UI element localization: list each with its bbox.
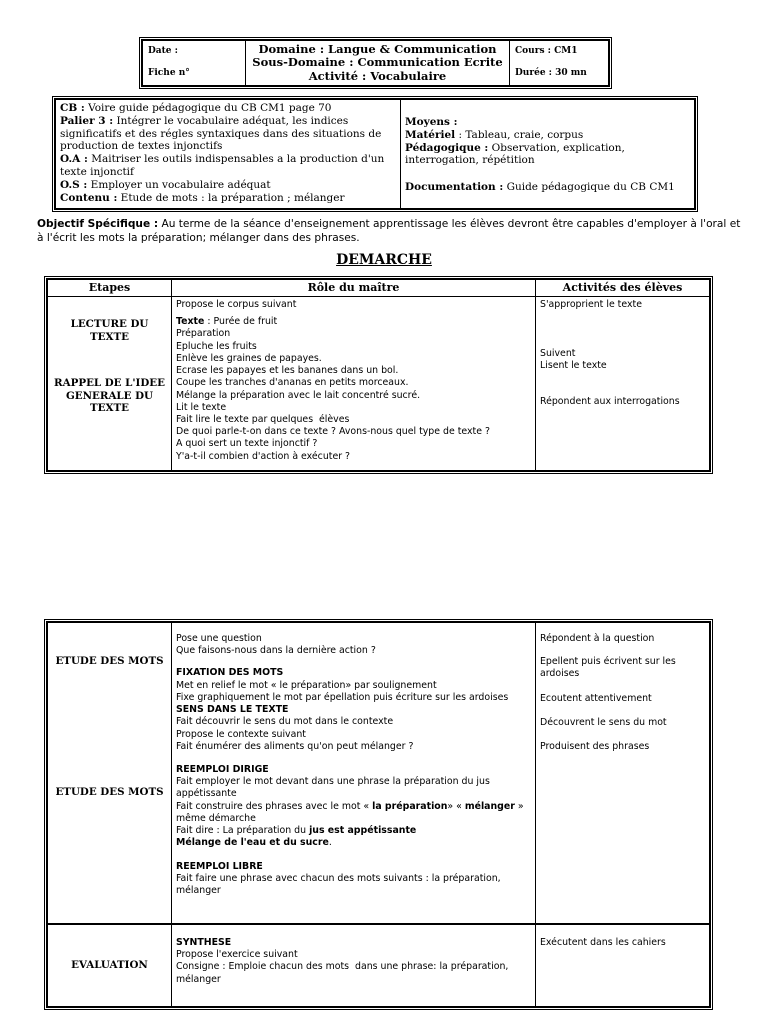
activity-item: S'approprient le texte [540,299,642,310]
demarche-table-2 [44,619,713,924]
oa-label: O.A : [60,153,88,166]
activity-item: Répondent à la question [540,633,655,644]
info-table [55,99,695,209]
table-header-row [48,280,710,297]
cb-text: Voire guide pédagogique du CB CM1 page 70 [84,102,332,114]
activity-item: Produisent des phrases [540,741,650,753]
materiel-text: : Tableau, craie, corpus [455,128,584,141]
dirige-part: » « [447,800,465,812]
activite: Activité : Vocabulaire [308,68,447,83]
fixation-text: Met en relief le mot « le préparation» par soulignement Fixe graphiquement le mot par épellation puis écriture sur les ardoises [176,679,509,703]
activity-cell [536,297,710,471]
table-row [48,623,710,924]
dirige-part: . [328,837,332,849]
spacer [52,344,167,377]
fixation-title: FIXATION DES MOTS [176,667,284,679]
objectif-text: Au terme de la séance d'enseignement apprentissage les élèves devront être capables d'employer à l'oral et à l'écrit les mots la préparation; mélanger dans des phrases. [37,218,741,244]
role-cell [172,623,536,924]
oa-text: Maitriser les outils indispensables a la production d'un texte injonctif [60,153,385,178]
os-line [60,179,396,192]
texte-line [176,316,531,328]
texte-title: : Purée de fruit [204,316,278,328]
demarche-table [47,924,710,1007]
dirige-part: Fait employer le mot devant dans une phrase la préparation du jus appétissante Fait construire des phrases avec le mot « [176,776,490,812]
stage-cell [48,297,172,471]
activity-cell [536,925,710,1007]
objectif-label: Objectif Spécifique : [37,218,159,230]
dirige-text [176,776,531,837]
dirige-bold: la préparation [372,800,448,812]
sens-text: Fait découvrir le sens du mot dans le contexte Propose le contexte suivant Fait énumérer des aliments qu'on peut mélanger ? [176,716,414,752]
header-etapes: Etapes [48,280,172,297]
header-box [139,37,612,89]
dirige-bold: Mélange de l'eau et du sucre [176,837,329,849]
duree: Durée : 30 mn [515,68,587,78]
objectif-specifique [37,218,747,246]
role-intro: Pose une question Que faisons-nous dans la dernière action ? [176,633,376,657]
table-row [48,925,710,1007]
cours: Cours : CM1 [515,46,578,57]
sous-domaine: Sous-Domaine : Communication Ecrite [252,55,503,70]
demarche-table-1 [44,276,713,474]
activity-item: Ecoutent attentivement [540,692,652,704]
synthese-text: Propose l'exercice suivant Consigne : Emploie chacun des mots dans une phrase: la préparation, mélanger [176,949,509,985]
dirige-part: » même démarche Fait dire : La préparation du [176,800,524,837]
role-line: Propose le corpus suivant [176,299,297,310]
palier-line [60,115,396,153]
pedagogique-text: Observation, explication, interrogation, répétition [405,141,625,167]
spacer [52,668,167,786]
header-center-cell [246,41,510,86]
cb-line [60,102,396,115]
activity-item: Découvrent le sens du mot [540,716,667,728]
table-row [48,297,710,471]
moyens-label: Moyens : [405,116,458,128]
synthese-title: SYNTHESE [176,937,232,948]
role-cell [172,925,536,1007]
documentation-label: Documentation : [405,181,504,194]
info-left-cell [56,100,401,209]
activity-cell [536,623,710,924]
role-text: Préparation Epluche les fruits Enlève les graines de papayes. Ecrase les papayes et les bananes dans un bol. Coupe les tranches d'ananas en petits morceaux. Mélange la préparation avec le lait concentré sucré. Lit le texte Fait lire le texte par quelques élèves De quoi parle-t-on dans ce texte ? Avons-nous quel type de texte ? A quoi sert un texte injonctif ? Y'a-t-il combien d'action à exécuter ? [176,328,490,462]
header-activites: Activités des élèves [536,280,710,297]
demarche-table [47,279,710,471]
spacer [405,167,690,181]
palier-label: Palier 3 : [60,114,114,127]
info-right-cell [401,100,695,209]
documentation-text: Guide pédagogique du CB CM1 [503,181,675,194]
dirige-title: REEMPLOI DIRIGE [176,763,269,775]
activity-item: Epellent puis écrivent sur les ardoises [540,656,679,680]
fiche-label: Fiche n° [148,68,190,78]
header-table [142,40,609,86]
stage-cell [48,925,172,1007]
header-left-cell [143,41,246,86]
materiel-line [405,129,690,142]
stage-rappel: RAPPEL DE L'IDEE GENERALE DU TEXTE [54,376,165,415]
spacer [52,299,167,318]
demarche-title: DEMARCHE [336,252,432,268]
libre-title: REEMPLOI LIBRE [176,860,263,872]
dirige-last-line [176,837,531,849]
materiel-label: Matériel [405,128,456,141]
pedagogique-line [405,142,690,168]
palier-text: Intégrer le vocabulaire adéquat, les indices significatifs et des régles syntaxiques dans des situations de production de textes injonctifs [60,114,382,153]
date-label: Date : [148,46,178,57]
os-text: Employer un vocabulaire adéquat [87,178,271,191]
spacer [52,625,167,655]
stage-lecture: LECTURE DU TEXTE [70,318,149,343]
dirige-bold: jus est appétissante [309,825,417,837]
stage-etude-2: ETUDE DES MOTS [55,785,164,798]
cb-label: CB : [60,102,85,114]
documentation-line [405,181,690,194]
oa-line [60,153,396,179]
activity-item: Exécutent dans les cahiers [540,937,666,948]
stage-evaluation: EVALUATION [71,959,148,972]
contenu-line [60,192,396,205]
activity-item: Répondent aux interrogations [540,395,680,407]
dirige-bold: mélanger [464,800,515,812]
sens-title: SENS DANS LE TEXTE [176,704,289,716]
contenu-text: Etude de mots : la préparation ; mélanger [117,191,345,204]
role-cell [172,297,536,471]
stage-etude-1: ETUDE DES MOTS [55,655,164,667]
activity-item: Suivent Lisent le texte [540,348,607,372]
demarche-table [47,622,710,924]
texte-label: Texte [176,316,205,328]
contenu-label: Contenu : [60,191,118,204]
os-label: O.S : [60,178,88,191]
demarche-table-3 [44,924,713,1010]
pedagogique-label: Pédagogique : [405,141,489,154]
header-right-cell [510,41,609,86]
libre-text: Fait faire une phrase avec chacun des mots suivants : la préparation, mélanger [176,872,504,896]
domaine: Domaine : Langue & Communication [258,42,497,57]
stage-cell [48,623,172,924]
info-box [52,96,698,212]
header-role: Rôle du maître [172,280,536,297]
